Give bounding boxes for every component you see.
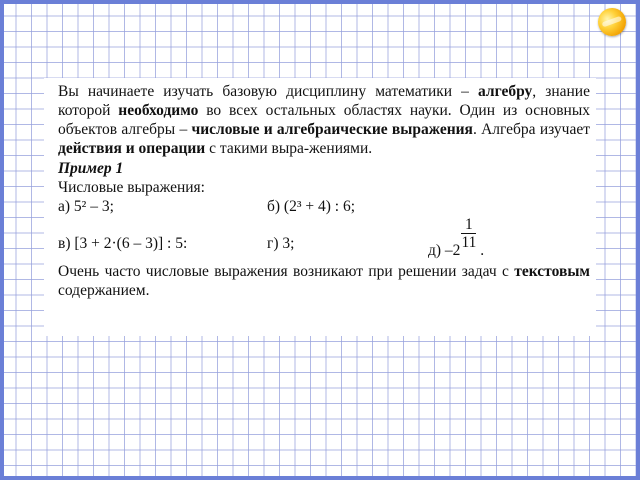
content-text xyxy=(58,82,590,300)
example-b: б) (2³ + 4) : 6; xyxy=(267,198,355,215)
example-v: в) [3 + 2·(6 – 3)] : 5: xyxy=(58,235,188,252)
closing-text-2: содержанием. xyxy=(58,282,150,299)
closing-paragraph xyxy=(58,262,590,300)
example-subheading: Числовые выражения: xyxy=(58,179,205,196)
example-d-prefix: д) –2 xyxy=(428,242,461,260)
closing-bold-textual: текстовым xyxy=(514,263,590,280)
intro-bold-necessary: необходимо xyxy=(118,102,199,119)
intro-bold-algebra: алгебру xyxy=(478,83,533,100)
example-d xyxy=(428,216,485,260)
example-row-2 xyxy=(58,216,590,260)
closing-text-1: Очень часто числовые выражения возникают при решении задач с xyxy=(58,263,515,280)
fraction-denominator: 11 xyxy=(461,234,477,251)
intro-text-3: во всех остальных областях науки. Один из основных объектов алгебры – xyxy=(58,102,590,138)
gold-coin-icon xyxy=(594,4,630,40)
fraction xyxy=(461,216,476,251)
fraction-numerator: 1 xyxy=(461,216,476,234)
example-a: а) 5² – 3; xyxy=(58,198,114,215)
example-row-1 xyxy=(58,197,590,216)
example-heading: Пример 1 xyxy=(58,160,124,177)
intro-bold-operations: действия и операции xyxy=(58,140,206,157)
intro-text-5: с такими выра-жениями. xyxy=(205,140,373,157)
content-panel xyxy=(44,78,596,336)
intro-paragraph xyxy=(58,82,590,158)
intro-text-4: . Алгебра изучает xyxy=(472,121,590,138)
example-g: г) 3; xyxy=(267,235,295,252)
intro-text-2: , знание которой xyxy=(58,83,590,119)
intro-text-1: Вы начинаете изучать базовую дисциплину математики – xyxy=(58,83,479,100)
example-d-suffix: . xyxy=(476,242,485,260)
intro-bold-expressions: числовые и алгебраические выражения xyxy=(191,121,473,138)
